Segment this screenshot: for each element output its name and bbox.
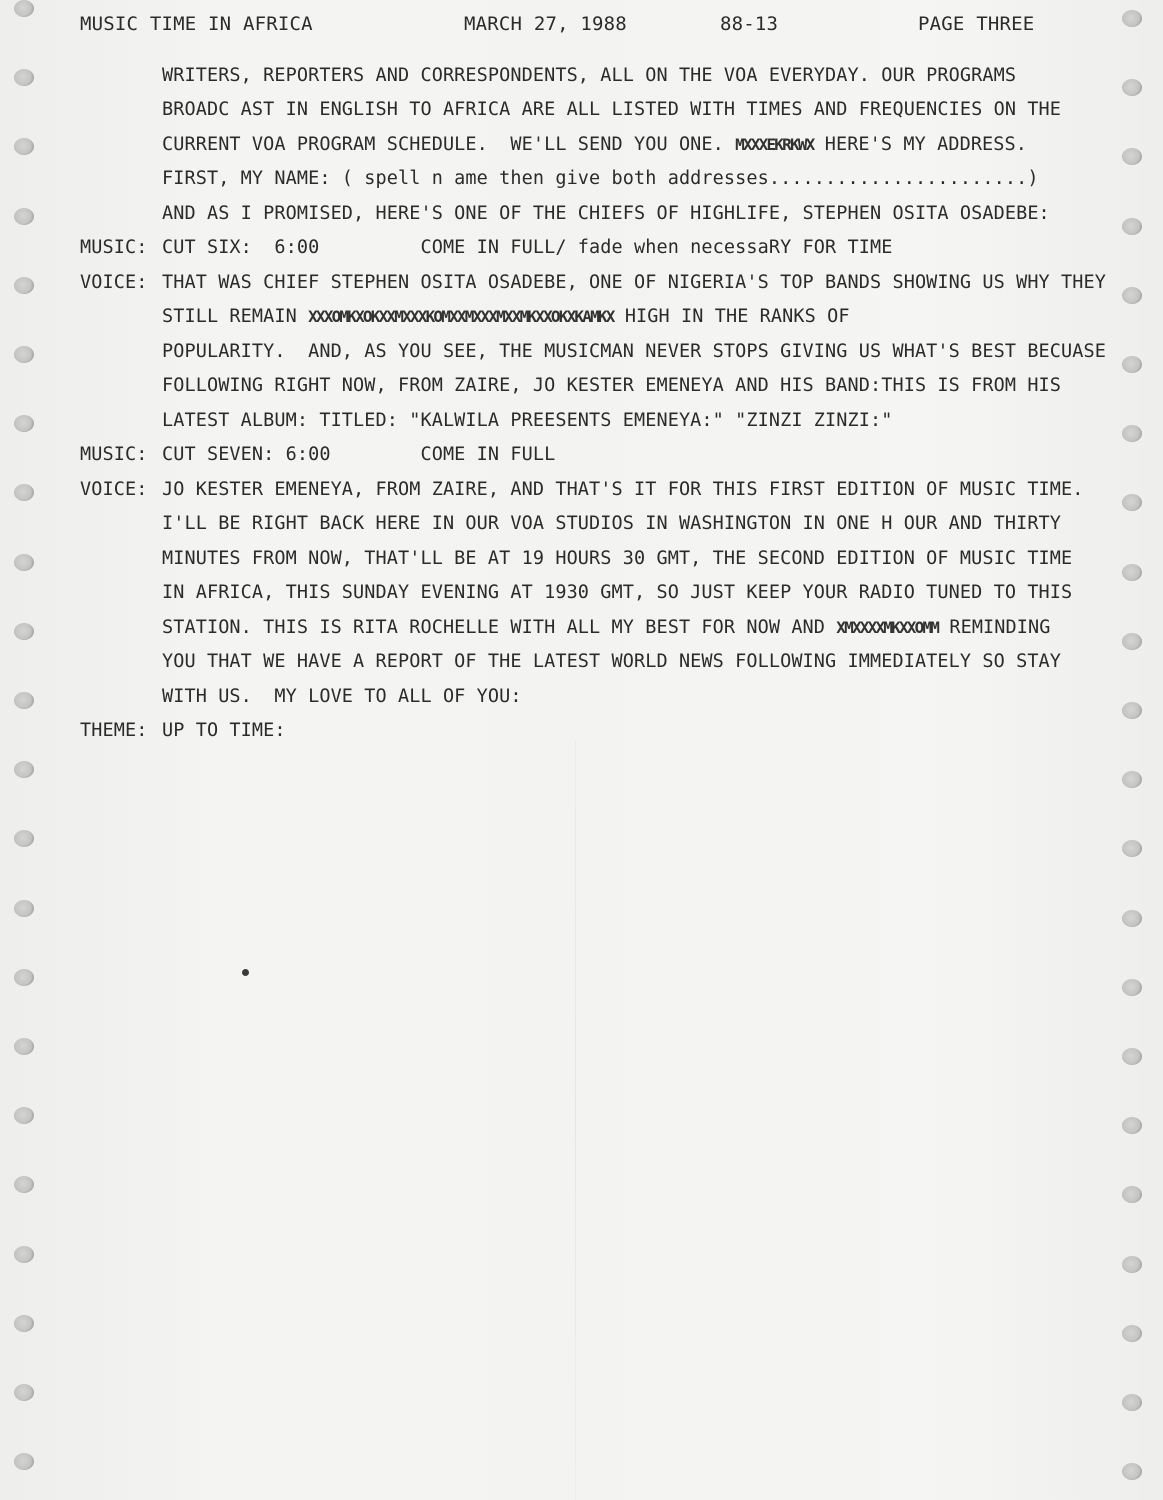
line-text bbox=[162, 444, 1140, 465]
tractor-hole bbox=[1122, 910, 1142, 927]
script-line bbox=[80, 231, 1140, 266]
header-date: MARCH 27, 1988 bbox=[464, 13, 627, 35]
script-line bbox=[80, 645, 1140, 680]
line-text bbox=[162, 168, 1140, 189]
tractor-hole bbox=[14, 761, 34, 778]
script-line bbox=[80, 438, 1140, 473]
line-text bbox=[162, 720, 1140, 741]
tractor-hole bbox=[1122, 840, 1142, 857]
script-line bbox=[80, 58, 1140, 93]
program-title: MUSIC TIME IN AFRICA bbox=[80, 13, 313, 35]
script-line bbox=[80, 196, 1140, 231]
line-text bbox=[162, 410, 1140, 431]
tractor-hole bbox=[14, 692, 34, 709]
tractor-hole bbox=[1122, 1325, 1142, 1342]
text-segment: I'LL BE RIGHT BACK HERE IN OUR VOA STUDIOS IN WASHINGTON IN ONE H OUR AND THIRTY bbox=[162, 513, 1062, 535]
tractor-hole bbox=[14, 623, 34, 640]
text-segment: FIRST, MY NAME: ( spell n ame then give both addresses.......................) bbox=[162, 168, 1039, 190]
script-line bbox=[80, 265, 1140, 300]
episode-number: 88-13 bbox=[720, 13, 779, 35]
tractor-hole bbox=[14, 0, 34, 17]
text-segment: REMINDING bbox=[938, 616, 1051, 638]
tractor-hole bbox=[14, 1176, 34, 1193]
tractor-hole bbox=[14, 346, 34, 363]
text-segment: THAT WAS CHIEF STEPHEN OSITA OSADEBE, ONE OF NIGERIA'S TOP BANDS SHOWING US WHY THEY bbox=[162, 271, 1106, 293]
line-text bbox=[162, 617, 1140, 638]
script-line bbox=[80, 93, 1140, 128]
line-text bbox=[162, 237, 1140, 258]
line-text bbox=[162, 582, 1140, 603]
cue-label: MUSIC: bbox=[80, 444, 148, 466]
script-line bbox=[80, 403, 1140, 438]
tractor-hole bbox=[14, 277, 34, 294]
text-segment: HIGH IN THE RANKS OF bbox=[613, 306, 850, 328]
line-text bbox=[162, 134, 1140, 155]
line-text bbox=[162, 306, 1140, 327]
text-segment: LATEST ALBUM: TITLED: "KALWILA PREESENTS EMENEYA:" "ZINZI ZINZI:" bbox=[162, 409, 893, 431]
tractor-hole bbox=[1122, 979, 1142, 996]
text-segment: POPULARITY. AND, AS YOU SEE, THE MUSICMAN NEVER STOPS GIVING US WHAT'S BEST BECUASE bbox=[162, 340, 1106, 362]
line-text bbox=[162, 548, 1140, 569]
typed-strikeout: XXXOMKXOKXXMXXXKOMXXMXXXMXXMKXXOKXKAMKX bbox=[308, 307, 614, 327]
text-segment: JO KESTER EMENEYA, FROM ZAIRE, AND THAT'S IT FOR THIS FIRST EDITION OF MUSIC TIME. bbox=[162, 478, 1084, 500]
script-body bbox=[80, 58, 1140, 748]
typed-strikeout: XMXXXXMKXXOMM bbox=[836, 617, 939, 637]
tractor-hole bbox=[1122, 1048, 1142, 1065]
script-line bbox=[80, 472, 1140, 507]
tractor-hole bbox=[14, 900, 34, 917]
tractor-hole bbox=[14, 1315, 34, 1332]
line-text bbox=[162, 203, 1140, 224]
text-segment: FOLLOWING RIGHT NOW, FROM ZAIRE, JO KESTER EMENEYA AND HIS BAND:THIS IS FROM HIS bbox=[162, 375, 1062, 397]
tractor-hole bbox=[1122, 1186, 1142, 1203]
script-line bbox=[80, 541, 1140, 576]
line-text bbox=[162, 99, 1140, 120]
script-line bbox=[80, 714, 1140, 749]
line-text bbox=[162, 479, 1140, 500]
tractor-hole bbox=[14, 415, 34, 432]
tractor-hole bbox=[14, 1384, 34, 1401]
line-text bbox=[162, 272, 1140, 293]
script-line bbox=[80, 576, 1140, 611]
script-line bbox=[80, 610, 1140, 645]
line-text bbox=[162, 65, 1140, 86]
tractor-hole bbox=[14, 554, 34, 571]
tractor-hole bbox=[14, 830, 34, 847]
text-segment: YOU THAT WE HAVE A REPORT OF THE LATEST WORLD NEWS FOLLOWING IMMEDIATELY SO STAY bbox=[162, 651, 1062, 673]
cue-label: THEME: bbox=[80, 720, 148, 742]
tractor-hole bbox=[1122, 1463, 1142, 1480]
text-segment: MINUTES FROM NOW, THAT'LL BE AT 19 HOURS 30 GMT, THE SECOND EDITION OF MUSIC TIME bbox=[162, 547, 1073, 569]
script-line bbox=[80, 679, 1140, 714]
tractor-hole bbox=[1122, 771, 1142, 788]
tractor-hole bbox=[14, 69, 34, 86]
left-tractor-holes bbox=[14, 0, 44, 1500]
typed-strikeout: MXXXEKRKWX bbox=[735, 134, 814, 154]
text-segment: HERE'S MY ADDRESS. bbox=[813, 133, 1028, 155]
script-line bbox=[80, 334, 1140, 369]
cue-label: MUSIC: bbox=[80, 237, 148, 259]
script-line bbox=[80, 127, 1140, 162]
tractor-hole bbox=[14, 1038, 34, 1055]
tractor-hole bbox=[1122, 1394, 1142, 1411]
text-segment: UP TO TIME: bbox=[162, 720, 286, 742]
tractor-hole bbox=[1122, 1117, 1142, 1134]
tractor-hole bbox=[14, 1453, 34, 1470]
tractor-hole bbox=[14, 1107, 34, 1124]
text-segment: CUT SIX: 6:00 COME IN FULL/ fade when necessaRY FOR TIME bbox=[162, 237, 893, 259]
cue-label: VOICE: bbox=[80, 271, 148, 293]
text-segment: WITH US. MY LOVE TO ALL OF YOU: bbox=[162, 685, 522, 707]
text-segment: BROADC AST IN ENGLISH TO AFRICA ARE ALL LISTED WITH TIMES AND FREQUENCIES ON THE bbox=[162, 99, 1062, 121]
text-segment: CUT SEVEN: 6:00 COME IN FULL bbox=[162, 444, 556, 466]
page-header bbox=[80, 13, 1163, 39]
line-text bbox=[162, 375, 1140, 396]
text-segment: CURRENT VOA PROGRAM SCHEDULE. WE'LL SEND YOU ONE. bbox=[162, 133, 736, 155]
line-text bbox=[162, 651, 1140, 672]
cue-label: VOICE: bbox=[80, 478, 148, 500]
script-line bbox=[80, 300, 1140, 335]
tractor-hole bbox=[14, 484, 34, 501]
line-text bbox=[162, 341, 1140, 362]
line-text bbox=[162, 513, 1140, 534]
ink-speck bbox=[242, 969, 249, 976]
tractor-hole bbox=[1122, 1256, 1142, 1273]
text-segment: WRITERS, REPORTERS AND CORRESPONDENTS, ALL ON THE VOA EVERYDAY. OUR PROGRAMS bbox=[162, 64, 1017, 86]
text-segment: AND AS I PROMISED, HERE'S ONE OF THE CHIEFS OF HIGHLIFE, STEPHEN OSITA OSADEBE: bbox=[162, 202, 1050, 224]
tractor-hole bbox=[14, 1246, 34, 1263]
script-line bbox=[80, 507, 1140, 542]
line-text bbox=[162, 686, 1140, 707]
text-segment: STATION. THIS IS RITA ROCHELLE WITH ALL MY BEST FOR NOW AND bbox=[162, 616, 837, 638]
text-segment: IN AFRICA, THIS SUNDAY EVENING AT 1930 GMT, SO JUST KEEP YOUR RADIO TUNED TO THIS bbox=[162, 582, 1073, 604]
text-segment: STILL REMAIN bbox=[162, 306, 309, 328]
tractor-hole bbox=[14, 208, 34, 225]
script-line bbox=[80, 369, 1140, 404]
script-line bbox=[80, 162, 1140, 197]
paper-fold bbox=[575, 740, 576, 1500]
tractor-hole bbox=[14, 969, 34, 986]
tractor-hole bbox=[14, 138, 34, 155]
page-number: PAGE THREE bbox=[918, 13, 1035, 35]
